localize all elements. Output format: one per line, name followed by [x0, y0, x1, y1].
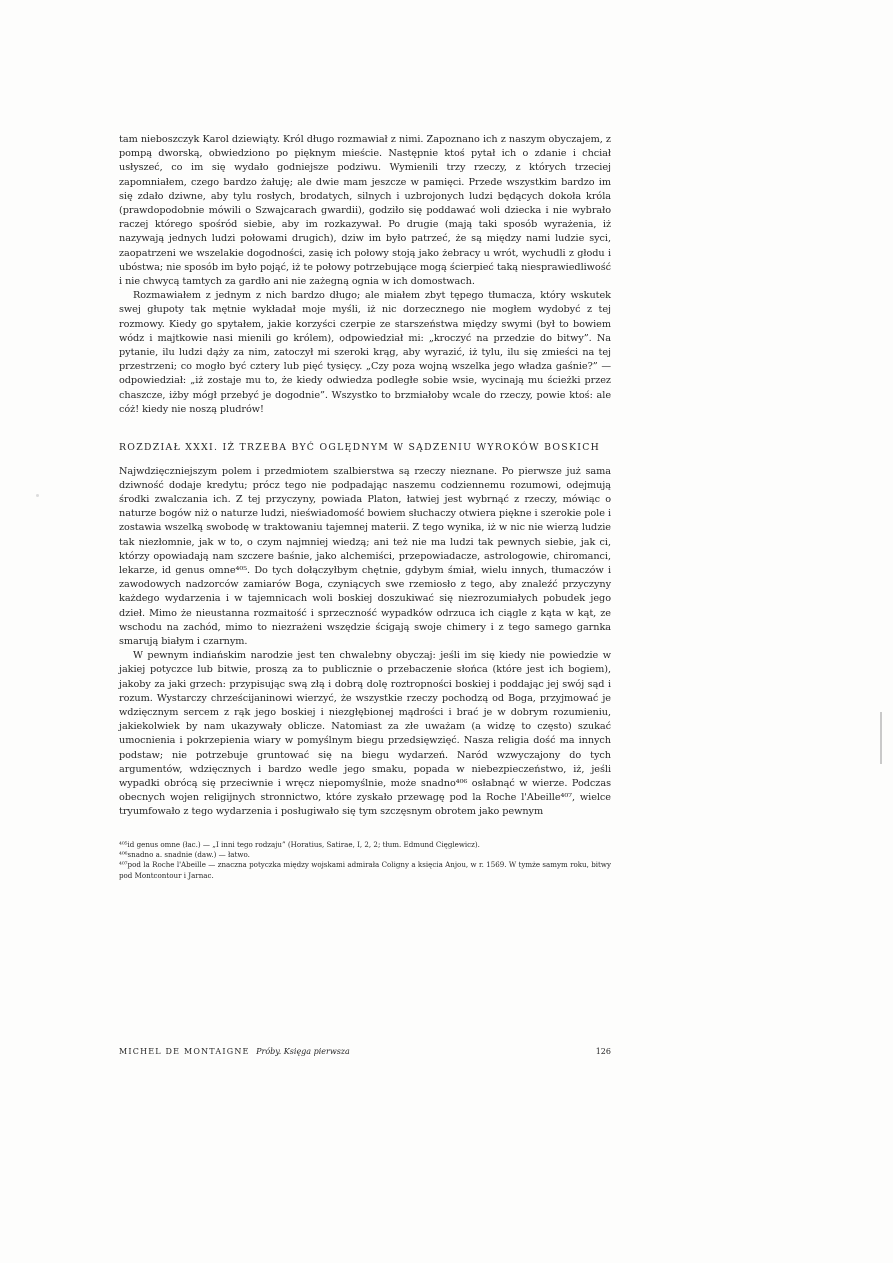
page-footer [119, 1047, 611, 1056]
page-body [119, 133, 611, 881]
footnote: ⁴⁰⁵id genus omne (łac.) — „I inni tego rodzaju” (Horatius, Satirae, I, 2, 2; tłum. Edmund Cięglewicz). [119, 839, 480, 849]
running-title [119, 1047, 350, 1056]
footer-work-title: Próby. Księga pierwsza [256, 1047, 350, 1056]
scan-speck [36, 494, 39, 497]
footnote: ⁴⁰⁶snadno a. snadnie (daw.) — łatwo. [119, 849, 250, 859]
body-paragraph: Najwdzięczniejszym polem i przedmiotem szalbierstwa są rzeczy nieznane. Po pierwsze już sama dziwność dodaje kredytu; prócz tego nie podpadając naszemu codziennemu rozumowi, odejmują środki zwalczania ich. Z tej przyczyny, powiada Platon, łatwiej jest wybrnąć z rzeczy, mówiąc o naturze bogów niż o naturze ludzi, nieświadomość bowiem słuchaczy otwiera piękne i szerokie pole i zostawia wszelką swobodę w traktowaniu tajemnej materii. Z tego wynika, iż w nic nie wierzą ludzie tak niezłomnie, jak w to, o czym najmniej wiedzą; ani też nie ma ludzi tak pewnych siebie, jak ci, którzy opowiadają nam szczere baśnie, jako alchemiści, przepowiadacze, astrologowie, chiromanci, lekarze, id genus omne⁴⁰⁵. Do tych dołączyłbym chętnie, gdybym śmiał, wielu innych, tłumaczów i zawodowych nadzorców zamiarów Boga, czyniących swe rzemiosło z tego, aby znaleźć przyczyny każdego wydarzenia i w tajemnicach woli boskiej doszukiwać się niezrozumiałych pobudek jego dzieł. Mimo że nieustanna rozmaitość i sprzeczność wypadków odrzuca ich ciągle z kąta w kąt, ze wschodu na zachód, mimo to niezrażeni wszędzie ścigają swoje chimery i z tego samego garnka smarują białym i czarnym. [119, 465, 611, 647]
body-paragraph: Rozmawiałem z jednym z nich bardzo długo; ale miałem zbyt tępego tłumacza, który wskutek swej głupoty tak mętnie wykładał moje myśli, iż nic dorzecznego nie mogłem wydobyć z tej rozmowy. Kiedy go spytałem, jakie korzyści czerpie ze starszeństwa między swymi (był to bowiem wódz i majtkowie nasi mienili go królem), odpowiedział mi: „kroczyć na przedzie do bitwy”. Na pytanie, ilu ludzi dąży za nim, zatoczył mi szeroki krąg, aby wyrazić, iż tylu, ilu się zmieści na tej przestrzeni; co mogło być cztery lub pięć tysięcy. „Czy poza wojną wszelka jego władza gaśnie?” — odpowiedział: „iż zostaje mu to, że kiedy odwiedza podległe sobie wsie, wycinają mu ścieżki przez chaszcze, iżby mógł przebyć je dogodnie”. Wszystko to brzmiałoby wcale do rzeczy, powie ktoś: ale cóż! kiedy nie noszą pludrów! [119, 290, 611, 415]
scan-edge-mark [880, 712, 882, 764]
chapter-title: ROZDZIAŁ XXXI. IŻ TRZEBA BYĆ OGLĘDNYM W SĄDZENIU WYROKÓW BOSKICH [119, 442, 601, 454]
footnotes [119, 840, 611, 881]
body-paragraph: W pewnym indiańskim narodzie jest ten chwalebny obyczaj: jeśli im się kiedy nie powiedzie w jakiej potyczce lub bitwie, proszą za to publicznie o przebaczenie słońca (które jest ich bogiem), jakoby za jaki grzech: przypisując swą złą i dobrą dolę roztropności boskiej i poddając jej swój sąd i rozum. Wystarczy chrześcijaninowi wierzyć, że wszystkie rzeczy pochodzą od Boga, przyjmować je wdzięcznym sercem z rąk jego boskiej i niezgłębionej mądrości i brać je w dobrym rozumieniu, jakiekolwiek by nam ukazywały oblicze. Natomiast za złe uważam (a widzę to często) szukać umocnienia i pokrzepienia wiary w pomyślnym biegu przedsięwzięć. Nasza religia dość ma innych podstaw; nie potrzebuje gruntować się na biegu wydarzeń. Naród wzwyczajony do tych argumentów, wdzięcznych i bardzo wedle jego smaku, popada w niebezpieczeństwo, iż, jeśli wypadki obrócą się przeciwnie i wręcz niepomyślnie, może snadno⁴⁰⁶ osłabnąć w wierze. Podczas obecnych wojen religijnych stronnictwo, które zyskało przewagę pod la Roche l'Abeille⁴⁰⁷, wielce tryumfowało z tego wydarzenia i posługiwało się tym szczęsnym obrotem jako pewnym [119, 650, 611, 818]
footer-author: MICHEL DE MONTAIGNE [119, 1047, 250, 1056]
body-paragraph: tam nieboszczyk Karol dziewiąty. Król długo rozmawiał z nimi. Zapoznano ich z naszym obyczajem, z pompą dworską, obwiedziono po pięknym mieście. Następnie ktoś pytał ich o zdanie i chciał usłyszeć, co im się wydało godniejsze podziwu. Wymienili trzy rzeczy, z których trzeciej zapomniałem, czego bardzo żałuję; ale dwie mam jeszcze w pamięci. Przede wszystkim bardzo im się zdało dziwne, aby tylu rosłych, brodatych, silnych i uzbrojonych ludzi będących dokoła króla (prawdopodobnie mówili o Szwajcarach gwardii), godziło się poddawać woli dziecka i nie wybrało raczej którego spośród siebie, aby im rozkazywał. Po drugie (mają taki sposób wyrażenia, iż nazywają jednych ludzi połowami drugich), dziw im było patrzeć, że są między nami ludzie syci, zaopatrzeni we wszelakie dogodności, zasię ich połowy stoją jako żebracy u wrót, wychudli z głodu i ubóstwa; nie sposób im było pojąć, iż te połowy potrzebujące mogą ścierpieć taką niesprawiedliwość i nie chwycą tamtych za gardło ani nie zażegną ognia w ich domostwach. [119, 134, 611, 288]
footnote: ⁴⁰⁷pod la Roche l'Abeille — znaczna potyczka między wojskami admirała Coligny a księcia Anjou, w r. 1569. W tymże samym roku, bitwy pod Montcontour i Jarnac. [119, 860, 611, 880]
page-number: 126 [595, 1047, 611, 1056]
